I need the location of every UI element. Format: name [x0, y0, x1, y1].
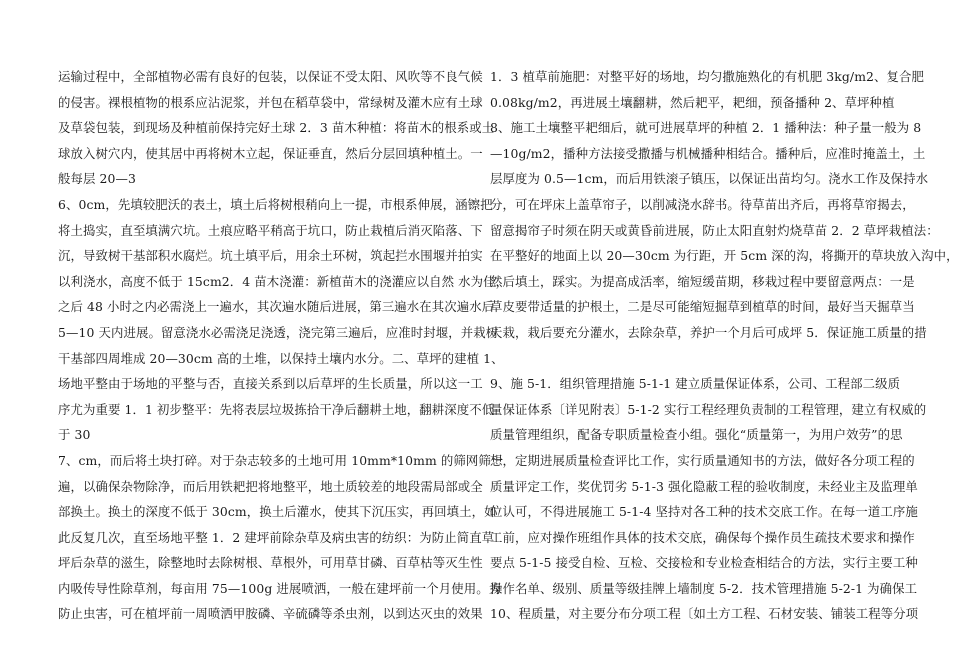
- text-line: 沉，导致树干基部积水腐烂。坑土填平后，用余土环树，筑起拦水围堰并拍实: [58, 248, 483, 264]
- text-line: 内吸传导性除草剂，每亩用 75—100g 进展喷洒，一般在建坪前一个月使用。为: [58, 580, 502, 596]
- text-line: 9、施 5-1．组织管理措施 5-1-1 建立质量保证体系，公司、工程部二级质: [490, 376, 901, 392]
- text-line: 想，定期进展质量检查评比工作，实行质量通知书的方法，做好各分项工程的: [490, 452, 915, 468]
- text-line: 工前，应对操作班组作具体的技术交底，确保每个操作员生疏技术要求和操作: [490, 529, 915, 545]
- text-line: 1．3 植草前施肥：对整平好的场地，均匀撒施熟化的有机肥 3kg/m2、复合肥: [490, 69, 925, 84]
- text-line: 般每层 20—3: [58, 171, 136, 187]
- text-line: [490, 346, 892, 372]
- text-line: 要点 5-1-5 接受自检、互检、交接检和专业检查相结合的方法，实行主要工种: [490, 555, 918, 571]
- text-line: 序尤为重要 1．1 初步整平：先将表层垃圾拣拾干净后翻耕土地，翻耕深度不低: [58, 401, 495, 417]
- text-line: 7、cm，而后将土块打碎。对于杂志较多的土地可用 10mm*10mm 的筛网筛一: [58, 452, 504, 468]
- text-line: 层厚度为 0.5—1cm，而后用铁滚子镇压，以保证出苗均匀。浇水工作及保持水: [490, 171, 929, 187]
- text-line: 场地平整由于场地的平整与否，直接关系到以后草坪的生长质量，所以这一工: [58, 376, 483, 392]
- text-line: 以利浇水，高度不低于 15cm2．4 苗木浇灌：新植苗木的浇灌应以自然 水为佳，: [58, 273, 509, 289]
- text-line: 0.08kg/m2，再进展土壤翻耕，然后耙平，耙细，预备播种 2、草坪种植: [490, 94, 895, 110]
- text-line: 此反复几次，直至场地平整 1．2 建坪前除杂草及病虫害的纺织：为防止简直草: [58, 529, 495, 545]
- text-line: 于 30: [58, 427, 91, 443]
- text-line: 部换土。换土的深度不低于 30cm，换土后灌水，使其下沉压实，再回填土，如: [58, 504, 497, 520]
- text-line: 坪后杂草的滋生，除整地时去除树根、草根外，可用草甘磷、百草枯等灭生性: [58, 555, 483, 571]
- text-line: 的侵害。裸根植物的根系应沾泥浆，并包在稻草袋中，常绿树及灌木应有土球: [58, 94, 483, 110]
- text-line: 及草袋包装，到现场及种植前保持完好土球 2．3 苗木种植：将苗木的根系或土: [58, 120, 495, 136]
- right-text-column: [490, 64, 959, 627]
- text-line: 防止虫害，可在植坪前一周喷洒甲胺磷、辛硫磷等杀虫剂，以到达灭虫的效果: [58, 606, 483, 622]
- text-line: 6、0cm，先填较肥沃的表土，填土后将树根稍向上一提，市根系伸展，涵镲把: [58, 196, 493, 212]
- text-line: 运输过程中，全部植物必需有良好的包装，以保证不受太阳、风吹等不良气候: [58, 69, 483, 84]
- text-line: 位认可，不得进展施工 5-1-4 坚持对各工种的技术交底工作。在每一道工序施: [490, 504, 918, 520]
- text-line: 操作名单、级别、质量等级挂牌上墙制度 5-2．技术管理措施 5-2-1 为确保工: [490, 580, 918, 596]
- text-line: 质量评定工作，奖优罚劣 5-1-3 强化隐蔽工程的验收制度，未经业主及监理单: [490, 478, 918, 494]
- left-text-column: [58, 64, 509, 627]
- text-line: 干基部四周堆成 20—30cm 高的土堆，以保持土壤内水分。二、草坪的建植 1、: [58, 350, 504, 366]
- text-line: 量保证体系〔详见附表〕5-1-2 实行工程经理负责制的工程管理，建立有权威的: [490, 401, 927, 417]
- text-line: 留意揭帘子时须在阴天或黄昏前进展，防止太阳直射灼烧草苗 2．2 草坪栽植法：: [490, 222, 939, 238]
- text-line: 遍，以确保杂物除净，而后用铁耙把将地整平，地土质较差的地段需局部或全: [58, 478, 483, 494]
- text-line: 天栽，栽后要充分灌水，去除杂草，养护一个月后可成坪 5．保证施工质量的措: [490, 324, 927, 340]
- text-line: 球放入树穴内，使其居中再将树木立起，保证垂直，然后分层回填种植土。一: [58, 145, 483, 161]
- text-line: 5—10 天内进展。留意浇水必需浇足浇透，浇完第三遍后，应准时封堰，并栽树: [58, 324, 499, 340]
- text-line: 将土捣实，直至填满穴坑。土痕应略平稍高于坑口，防止栽植后消灭陷落、下: [58, 222, 483, 238]
- text-line: 草皮要带适量的护根土，二是尽可能缩短掘草到植草的时间，最好当天掘草当: [490, 299, 915, 315]
- text-line: 在平整好的地面上以 20—30cm 为行距，开 5cm 深的沟，将撕开的草块放入沟中，: [490, 248, 959, 264]
- text-line: 质量管理组织，配备专职质量检查小组。强化“质量第一，为用户效劳”的思: [490, 427, 903, 443]
- text-line: 8、施工土壤整平耙细后，就可进展草坪的种植 2．1 播种法：种子量一般为 8: [490, 120, 922, 136]
- text-line: 之后 48 小时之内必需浇上一遍水，其次遍水随后进展，第三遍水在其次遍水后: [58, 299, 495, 315]
- text-line: 10、程质量，对主要分布分项工程〔如土方工程、石材安装、铺装工程等分项: [490, 606, 919, 622]
- text-line: —10g/m2，播种方法接受撒播与机械播种相结合。播种后，应准时掩盖土，土: [490, 145, 926, 161]
- text-line: 然后填土，踩实。为提高成活率，缩短缓苗期，移栽过程中要留意两点：一是: [490, 273, 915, 289]
- text-line: 分，可在坪床上盖草帘子，以削减浇水辞书。待草苗出齐后，再将草帘揭去，: [490, 196, 915, 212]
